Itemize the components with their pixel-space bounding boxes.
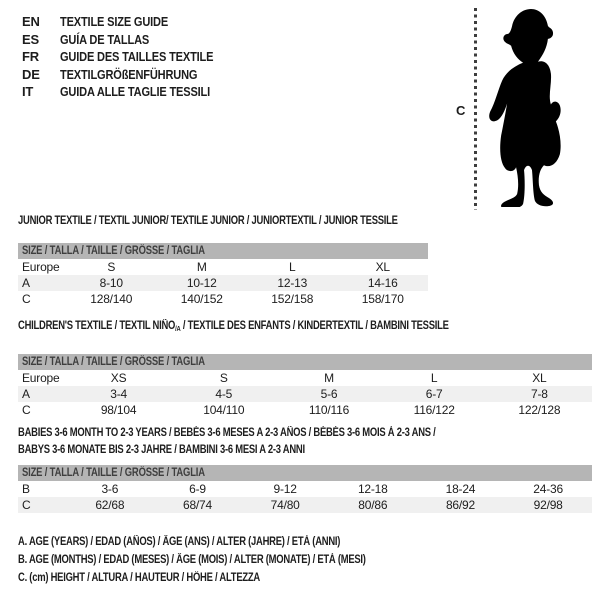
size-header-text: SIZE / TALLA / TAILLE / GRÖSSE / TAGLIA — [22, 245, 205, 257]
table-row — [18, 386, 592, 402]
language-row — [22, 83, 240, 101]
size-header-bar — [18, 465, 592, 481]
table-title — [18, 425, 489, 459]
language-guide-title: GUÍA DE TALLAS — [60, 31, 150, 47]
table-title-line — [18, 425, 489, 442]
size-value-cell: 62/68 — [95, 498, 125, 512]
size-header-bar — [18, 354, 592, 370]
size-value-cell: 74/80 — [270, 498, 300, 512]
childrens-textile-section — [18, 318, 592, 418]
size-value-cell: 158/170 — [361, 292, 404, 306]
table-row — [18, 259, 428, 275]
babies-textile-section — [18, 425, 592, 513]
table-row — [18, 481, 592, 497]
table-title-line — [18, 318, 489, 338]
language-code: ES — [22, 31, 39, 47]
size-table — [18, 370, 592, 418]
size-value-cell: 4-5 — [215, 386, 233, 401]
size-table — [18, 481, 592, 513]
footnote-line: C. (cm) HEIGHT / ALTURA / HAUTEUR / HÖHE / ALTEZZA — [18, 572, 260, 584]
table-title — [18, 213, 398, 230]
size-value-cell: 80/86 — [358, 498, 388, 512]
size-value-cell: L — [289, 260, 296, 274]
size-value-cell: M — [196, 260, 207, 274]
size-value-cell: 86/92 — [445, 498, 475, 512]
table-title-text: JUNIOR TEXTILE / TEXTIL JUNIOR/ TEXTILE JUNIOR / JUNIORTEXTIL / JUNIOR TESSILE — [18, 215, 398, 227]
size-value-cell: 110/116 — [308, 402, 350, 417]
size-value-cell: L — [430, 370, 438, 385]
size-table — [18, 259, 428, 307]
language-row — [22, 48, 240, 66]
size-value-cell: 128/140 — [90, 292, 133, 306]
size-value-cell: S — [107, 260, 116, 274]
table-title — [18, 318, 489, 338]
size-value-cell: 152/158 — [271, 292, 314, 306]
size-value-cell: 8-10 — [99, 276, 123, 290]
size-value-cell: 5-6 — [320, 386, 338, 401]
row-label: Europe — [22, 260, 60, 274]
size-value-cell: 18-24 — [445, 482, 476, 496]
size-value-cell: 6-9 — [189, 482, 206, 496]
table-title-line — [18, 213, 398, 230]
row-label: C — [22, 292, 31, 306]
language-list — [22, 13, 240, 101]
language-code: FR — [22, 49, 39, 65]
language-guide-title: TEXTILGRÖßENFÜHRUNG — [60, 66, 198, 82]
row-label: B — [22, 482, 30, 496]
footnote-line: B. AGE (MONTHS) / EDAD (MESES) / ÂGE (MOIS) / ALTER (MONATE) / ETÀ (MESI) — [18, 554, 366, 566]
size-value-cell: XL — [375, 260, 390, 274]
row-label: C — [22, 498, 31, 512]
language-guide-title: GUIDA ALLE TAGLIE TESSILI — [60, 84, 211, 100]
table-row — [18, 275, 428, 291]
row-label: A — [22, 276, 30, 290]
junior-textile-section — [18, 213, 428, 307]
height-dashed-line — [474, 8, 477, 210]
language-row — [22, 31, 240, 49]
table-row — [18, 291, 428, 307]
table-row — [18, 402, 592, 418]
size-value-cell: 12-13 — [277, 276, 308, 290]
language-code: IT — [22, 84, 34, 100]
size-header-text: SIZE / TALLA / TAILLE / GRÖSSE / TAGLIA — [22, 355, 205, 368]
size-value-cell: 104/110 — [203, 402, 245, 417]
size-header-text: SIZE / TALLA / TAILLE / GRÖSSE / TAGLIA — [22, 467, 205, 479]
size-value-cell: XL — [532, 370, 547, 385]
footnote-line: A. AGE (YEARS) / EDAD (AÑOS) / ÂGE (ANS) / ALTER (JAHRE) / ETÀ (ANNI) — [18, 536, 341, 548]
size-value-cell: 98/104 — [100, 402, 137, 417]
table-title-text: BABYS 3-6 MONATE BIS 2-3 JAHRE / BAMBINI 3-6 MESI A 2-3 ANNI — [18, 444, 305, 456]
size-value-cell: 10-12 — [186, 276, 217, 290]
size-header-bar — [18, 243, 428, 259]
footnotes — [18, 533, 442, 587]
language-guide-title: TEXTILE SIZE GUIDE — [60, 14, 169, 29]
language-code: EN — [22, 14, 40, 29]
size-value-cell: 7-8 — [531, 386, 548, 401]
size-value-cell: 6-7 — [425, 386, 443, 401]
size-value-cell: M — [324, 370, 334, 385]
language-guide-title: GUIDE DES TAILLES TEXTILE — [60, 49, 214, 65]
row-label: A — [22, 386, 30, 401]
language-code: DE — [22, 66, 40, 82]
table-title-text: /A — [175, 324, 181, 333]
size-value-cell: 3-4 — [110, 386, 127, 401]
height-measure-label: C — [456, 103, 466, 118]
table-title-text: CHILDREN'S TEXTILE / TEXTIL NIÑO — [18, 320, 176, 332]
size-value-cell: 9-12 — [273, 482, 297, 496]
table-title-text: BABIES 3-6 MONTH TO 2-3 YEARS / BEBÉS 3-6 MESES A 2-3 AÑOS / BÉBÉS 3-6 MOIS À 2-3 ANS / — [18, 427, 436, 439]
size-value-cell: 12-18 — [357, 482, 388, 496]
table-title-line — [18, 442, 489, 459]
size-value-cell: 122/128 — [518, 402, 561, 417]
size-value-cell: 116/122 — [413, 402, 455, 417]
size-value-cell: 24-36 — [533, 482, 563, 496]
size-value-cell: 92/98 — [533, 498, 563, 512]
table-title-text: / TEXTILE DES ENFANTS / KINDERTEXTIL / BAMBINI TESSILE — [180, 320, 449, 332]
size-value-cell: 68/74 — [182, 498, 212, 512]
size-value-cell: S — [219, 370, 228, 385]
size-value-cell: 140/152 — [180, 292, 223, 306]
size-value-cell: 14-16 — [367, 276, 398, 290]
language-row — [22, 66, 240, 84]
language-row — [22, 13, 240, 31]
size-value-cell: XS — [110, 370, 127, 385]
row-label: C — [22, 402, 31, 417]
row-label: Europe — [22, 370, 60, 385]
table-row — [18, 497, 592, 513]
toddler-silhouette-icon — [487, 8, 577, 207]
size-value-cell: 3-6 — [101, 482, 119, 496]
table-row — [18, 370, 592, 386]
